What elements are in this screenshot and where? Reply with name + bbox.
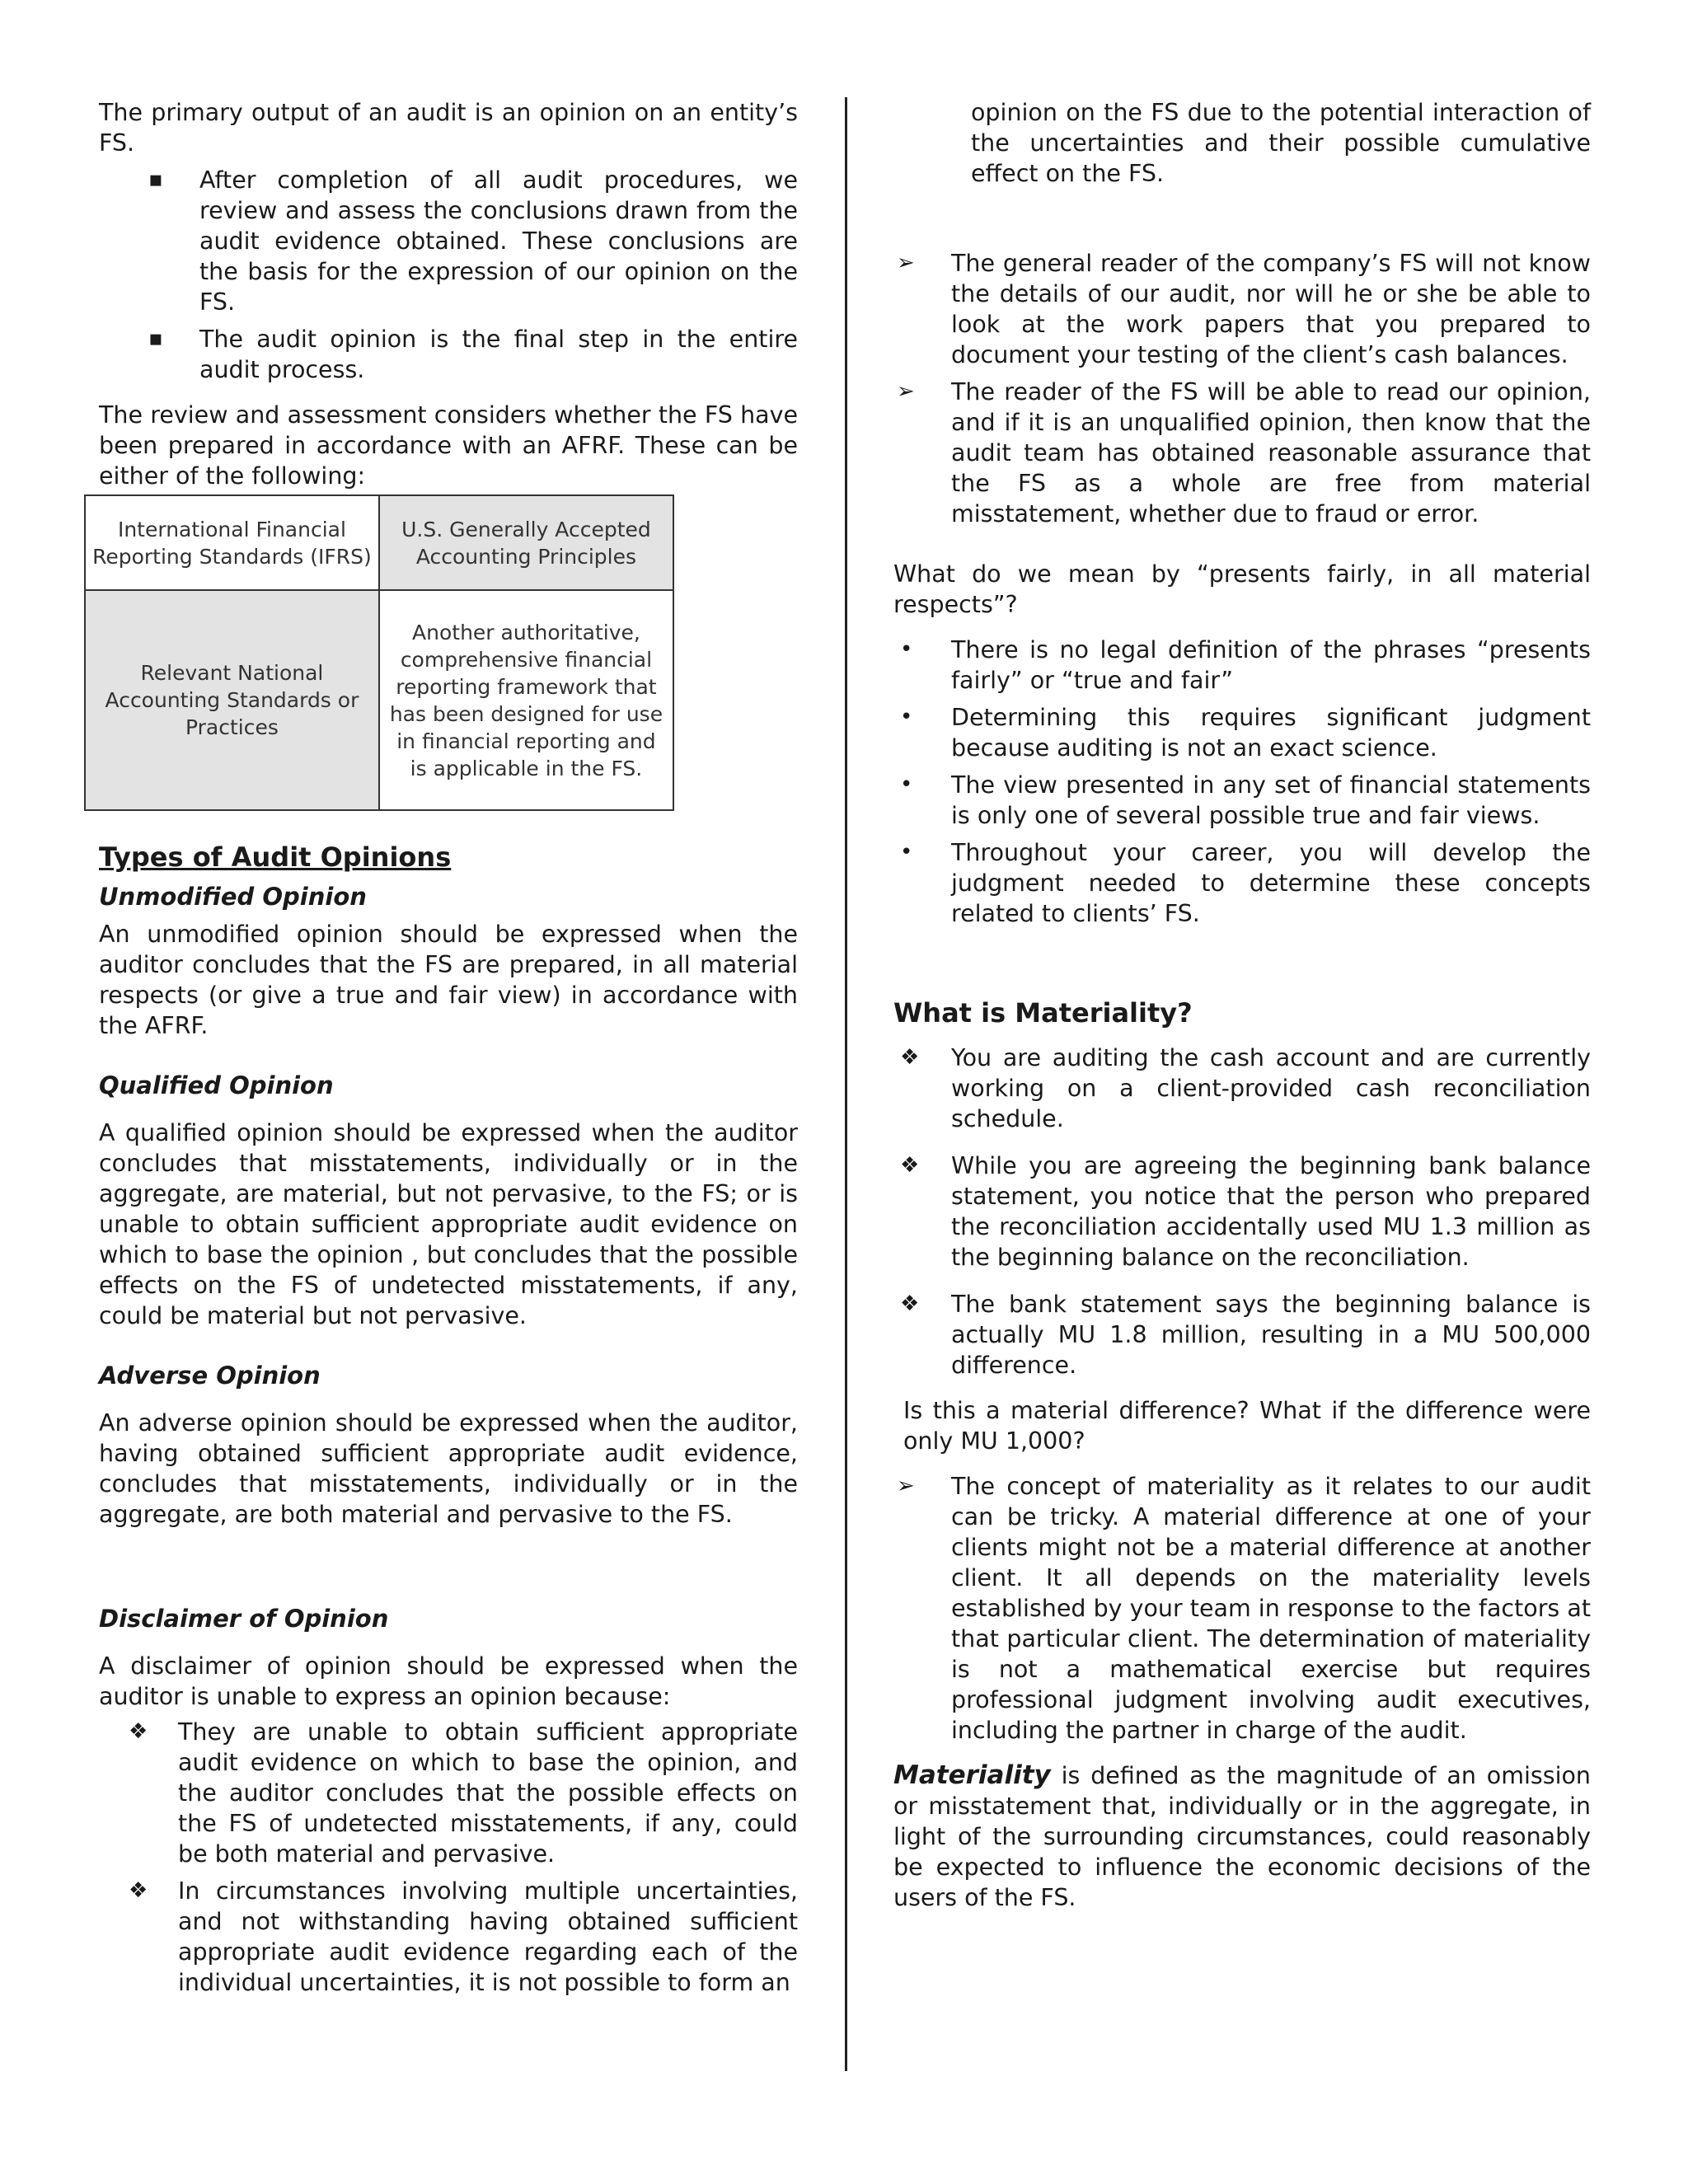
arrow-bullet-icon: ➢ bbox=[897, 251, 915, 275]
table-cell: International Financial Reporting Standards (IFRS) bbox=[85, 495, 379, 590]
list-item: ❖ While you are agreeing the beginning bank balance statement, you notice that the person who prepared the reconciliation accidentally used MU 1.3 million as the beginning balance on the reconciliation. bbox=[900, 1152, 1591, 1271]
dot-bullet-icon: • bbox=[900, 705, 913, 729]
reader-bullet-list bbox=[893, 248, 1591, 529]
diamond-bullet-icon: ❖ bbox=[129, 1878, 148, 1903]
disclaimer-bullet-list bbox=[99, 1717, 798, 1998]
list-item: ❖ They are unable to obtain sufficient appropriate audit evidence on which to base the opinion, and the auditor concludes that the possible effects on the FS of undetected misstatements, if any, could be both material and pervasive. bbox=[129, 1718, 798, 1868]
materiality-heading: What is Materiality? bbox=[893, 997, 1193, 1029]
list-item: • Throughout your career, you will develop the judgment needed to determine these concepts related to clients’ FS. bbox=[900, 839, 1591, 927]
list-item: • Determining this requires significant judgment because auditing is not an exact science. bbox=[900, 704, 1591, 762]
disclaimer-paragraph: A disclaimer of opinion should be expressed when the auditor is unable to express an opinion because: bbox=[99, 1652, 798, 1710]
diamond-bullet-icon: ❖ bbox=[900, 1153, 920, 1178]
list-item: ▪ After completion of all audit procedures, we review and assess the conclusions drawn from the audit evidence obtained. These conclusions are the basis for the expression of our opinion on the FS. bbox=[148, 166, 798, 316]
list-item: ❖ In circumstances involving multiple uncertainties, and not withstanding having obtained sufficient appropriate audit evidence regarding each of the individual uncertainties, it is not possible to form an bbox=[129, 1877, 798, 1996]
presents-fairly-question: What do we mean by “presents fairly, in all material respects”? bbox=[893, 560, 1591, 618]
right-column bbox=[893, 97, 1591, 1913]
list-item: ➢ The general reader of the company’s FS will not know the details of our audit, nor will he or she be able to look at the work papers that you prepared to document your testing of the client’s cash balances. bbox=[897, 250, 1591, 368]
review-paragraph: The review and assessment considers whether the FS have been prepared in accordance with an AFRF. These can be either of the following: bbox=[99, 401, 798, 490]
dot-bullet-icon: • bbox=[900, 772, 913, 797]
list-item: • The view presented in any set of financial statements is only one of several possible true and fair views. bbox=[900, 771, 1591, 829]
concept-bullet-list bbox=[893, 1471, 1591, 1746]
materiality-term: Materiality bbox=[893, 1760, 1051, 1790]
types-heading: Types of Audit Opinions bbox=[99, 841, 452, 873]
diamond-bullet-icon: ❖ bbox=[129, 1719, 148, 1744]
fair-bullet-list bbox=[893, 635, 1591, 929]
qualified-heading: Qualified Opinion bbox=[99, 1071, 334, 1099]
unmodified-paragraph: An unmodified opinion should be expressed when the auditor concludes that the FS are prepared, in all material respects (or give a true and fair view) in accordance with the AFRF. bbox=[99, 921, 798, 1039]
list-item: ▪ The audit opinion is the final step in the entire audit process. bbox=[148, 326, 798, 383]
adverse-paragraph: An adverse opinion should be expressed when the auditor, having obtained sufficient appropriate audit evidence, concludes that misstatements, individually or in the aggregate, are both material and pervasive to the FS. bbox=[99, 1409, 798, 1528]
list-item: ➢ The concept of materiality as it relates to our audit can be tricky. A material difference at one of your clients might not be a material difference at another client. It all depends on the materiality levels established by your team in response to the factors at that particular client. The determination of materiality is not a mathematical exercise but requires professional judgment involving audit executives, including the partner in charge of the audit. bbox=[897, 1473, 1591, 1744]
diamond-bullet-icon: ❖ bbox=[900, 1045, 920, 1070]
diamond-bullet-icon: ❖ bbox=[900, 1291, 920, 1316]
arrow-bullet-icon: ➢ bbox=[897, 379, 915, 404]
table-cell: Relevant National Accounting Standards or Practices bbox=[85, 590, 379, 810]
materiality-definition: Materiality is defined as the magnitude of an omission or misstatement that, individually or in the aggregate, in light of the surrounding circumstances, could reasonably be expected to influence the economic decisions of the users of the FS. bbox=[893, 1760, 1591, 1911]
square-bullet-icon: ▪ bbox=[148, 326, 163, 351]
disclaimer-heading: Disclaimer of Opinion bbox=[99, 1605, 389, 1633]
list-item: ➢ The reader of the FS will be able to read our opinion, and if it is an unqualified opinion, then know that the audit team has obtained reasonable assurance that the FS as a whole are free from material misstatement, whether due to fraud or error. bbox=[897, 378, 1591, 527]
materiality-bullet-list bbox=[893, 1043, 1591, 1380]
arrow-bullet-icon: ➢ bbox=[897, 1474, 915, 1498]
list-item: • There is no legal definition of the phrases “presents fairly” or “true and fair” bbox=[900, 636, 1591, 694]
material-difference-question: Is this a material difference? What if the difference were only MU 1,000? bbox=[903, 1397, 1591, 1455]
frameworks-table bbox=[84, 494, 674, 811]
left-column bbox=[92, 97, 798, 1998]
column-divider bbox=[845, 97, 847, 2071]
intro-bullet-list bbox=[99, 165, 798, 385]
list-item: ❖ You are auditing the cash account and are currently working on a client-provided cash reconciliation schedule. bbox=[900, 1044, 1591, 1132]
continuation-paragraph: opinion on the FS due to the potential interaction of the uncertainties and their possible cumulative effect on the FS. bbox=[971, 99, 1591, 187]
intro-paragraph: The primary output of an audit is an opinion on an entity’s FS. bbox=[99, 99, 798, 157]
table-cell: U.S. Generally Accepted Accounting Principles bbox=[379, 495, 673, 590]
table-cell: Another authoritative, comprehensive financial reporting framework that has been designed for use in financial reporting and is applicable in the FS. bbox=[379, 590, 673, 810]
qualified-paragraph: A qualified opinion should be expressed when the auditor concludes that misstatements, individually or in the aggregate, are material, but not pervasive, to the FS; or is unable to obtain sufficient appropriate audit evidence on which to base the opinion , but concludes that the possible effects on the FS of undetected misstatements, if any, could be material but not pervasive. bbox=[99, 1119, 798, 1329]
dot-bullet-icon: • bbox=[900, 637, 913, 662]
dot-bullet-icon: • bbox=[900, 840, 913, 865]
adverse-heading: Adverse Opinion bbox=[99, 1361, 321, 1390]
unmodified-heading: Unmodified Opinion bbox=[99, 883, 367, 911]
list-item: ❖ The bank statement says the beginning balance is actually MU 1.8 million, resulting in a MU 500,000 difference. bbox=[900, 1291, 1591, 1379]
square-bullet-icon: ▪ bbox=[148, 167, 163, 192]
